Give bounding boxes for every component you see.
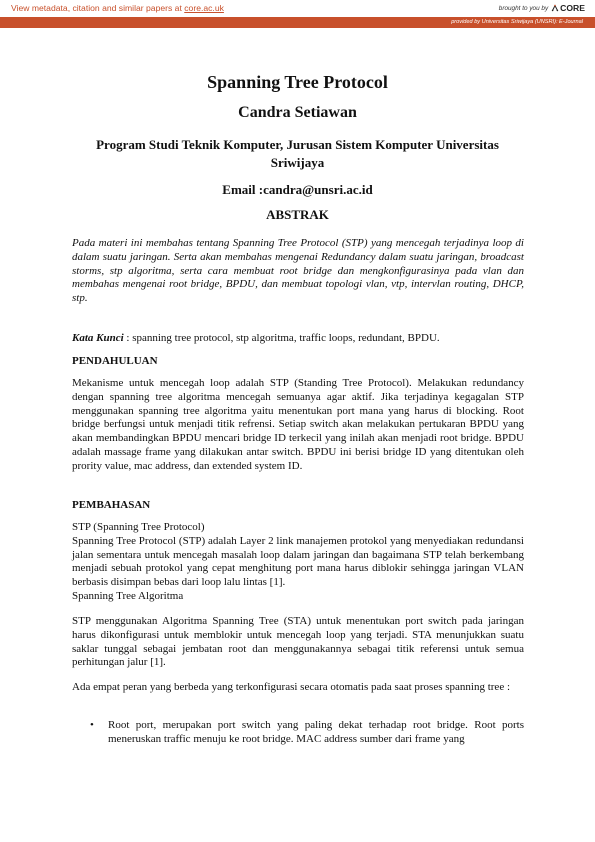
roles-intro: Ada empat peran yang berbeda yang terkonfigurasi secara otomatis pada saat proses spanning tree : [72, 681, 511, 693]
author-email: Email :candra@unsri.ac.id [222, 182, 373, 197]
core-logo[interactable] [551, 3, 585, 13]
paper-title: Spanning Tree Protocol [207, 72, 388, 92]
keywords-text: : spanning tree protocol, stp algoritma, traffic loops, redundant, BPDU. [126, 332, 440, 344]
keywords-label: Kata Kunci [72, 332, 124, 344]
sta-text: STP menggunakan Algoritma Spanning Tree (STA) untuk menentukan port switch pada jaringan harus dikonfigurasi untuk memblokir untuk mencegah loop yang terjadi. STA menunjukkan suatu saklar tunggal sebagai jembatan root dan menggunakannya sebagai titik referensi untuk semua perhitungan jalur [1]. [72, 615, 524, 669]
brought-by [499, 3, 585, 13]
abstract-text: Pada materi ini membahas tentang Spanning Tree Protocol (STP) yang mencegah terjadinya loop di dalam suatu jaringan. Serta akan membahas mengenai Redundancy dalam suatu jaringan, broadcast storms, stp algoritma, serta cara membuat root bridge dan mengkonfigurasinya pada vlan dan membahas mengenai root bridge, BPDU, dan membuat topologi vlan, vtp, intervlan routing, DHCP, stp. [72, 237, 524, 305]
list-item-text: Root port, merupakan port switch yang paling dekat terhadap root bridge. Root ports meneruskan traffic menuju ke root bridge. MAC address sumber dari frame yang [108, 719, 524, 745]
core-logo-text: CORE [560, 3, 585, 13]
provided-by-text: provided by Universitas Sriwijaya (UNSRI): E-Journal [451, 18, 583, 25]
list-item [90, 719, 524, 747]
author-name: Candra Setiawan [238, 104, 357, 121]
sta-subtitle: Spanning Tree Algoritma [72, 589, 184, 602]
provider-bar [0, 17, 595, 28]
affiliation-line-2: Sriwijaya [270, 155, 325, 170]
port-roles-list [90, 719, 524, 747]
brought-by-text: brought to you by [498, 4, 549, 12]
keywords [72, 332, 524, 346]
stp-block [72, 521, 524, 604]
section-heading-pendahuluan: PENDAHULUAN [72, 355, 158, 367]
metadata-text: View metadata, citation and similar papers at [11, 3, 182, 13]
affiliation [0, 136, 595, 172]
stp-subtitle: STP (Spanning Tree Protocol) [72, 521, 205, 533]
core-link[interactable]: core.ac.uk [184, 3, 224, 13]
pendahuluan-text: Mekanisme untuk mencegah loop adalah STP (Standing Tree Protocol). Melakukan redundancy dengan spanning tree algoritma mencegah semuanya agar aktif. Jika terjadinya kegagalan STP menggunakan spanning tree algoritma yaitu menentukan port mana yang harus di blocking. Root bridge berfungsi untuk menjadi titik refrensi. Setiap switch akan melakukan pertukaran BPDU yang akan membandingkan BPDU mencari bridge ID terkecil yang inilah akan menjadi root bridge. BPDU adalah massage frame yang dilakukan antar switch. BPDU ini berisi bridge ID yang ditentukan oleh prority value, mac address, dan extended system ID. [72, 377, 524, 472]
abstract-heading: ABSTRAK [266, 207, 329, 222]
core-banner [0, 0, 595, 17]
section-heading-pembahasan: PEMBAHASAN [72, 499, 151, 511]
affiliation-line-1: Program Studi Teknik Komputer, Jurusan Sistem Komputer Universitas [96, 137, 499, 152]
core-logo-icon [551, 4, 559, 12]
bullet-icon: • [90, 719, 94, 731]
stp-text: Spanning Tree Protocol (STP) adalah Layer 2 link manajemen protokol yang menyediakan redundansi jalan sementara untuk mencegah masalah loop dalam jaringan dan bagaimana STP telah berkembang menjadi sebuah protokol yang cepat menghitung port mana harus diblokir sehingga jaringan VLAN berbasis disimpan bebas dari loop lalu lintas [1]. [72, 534, 524, 589]
metadata-notice [11, 3, 224, 13]
